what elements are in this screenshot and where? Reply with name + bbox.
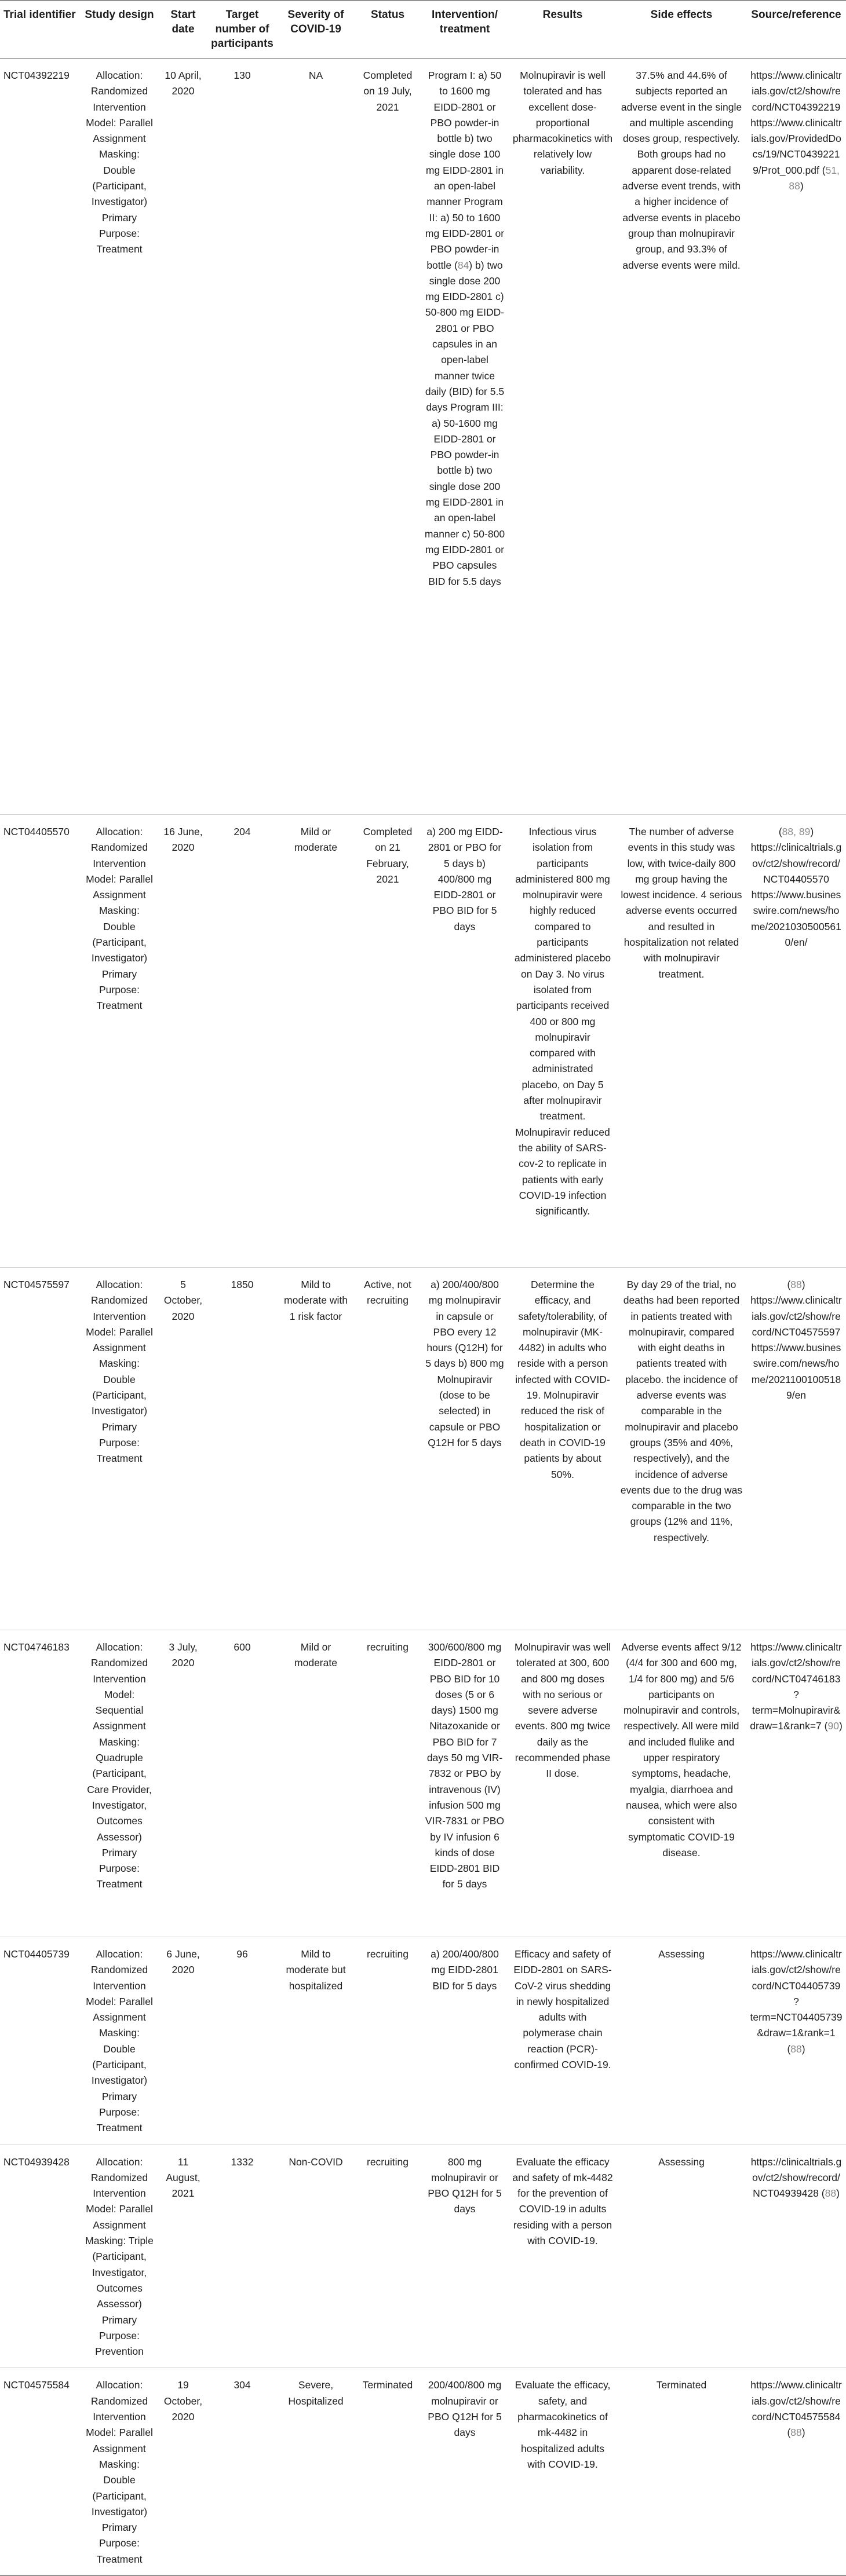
status: Terminated (355, 2368, 421, 2576)
table-row (0, 1937, 846, 2145)
source: https://www.clinicaltrials.gov/ct2/show/record/NCT04746183?term=Molnupiravir&draw=1&rank=7 (90) (746, 1630, 846, 1937)
status: recruiting (355, 1630, 421, 1937)
trial-id: NCT04575597 (0, 1268, 80, 1630)
intervention-text-a: Program I: a) 50 to 1600 mg EIDD-2801 or PBO powder-in bottle b) two single dose 100 mg EIDD-2801 in an open-label manner Program II: a) 50 to 1600 mg EIDD-2801 or PBO powder-in bottle ( (425, 69, 505, 271)
source-ref[interactable]: 88 (825, 2187, 837, 2200)
study-design: Allocation: Randomized Intervention Model: Sequential Assignment Masking: Quadruple (Participant, Care Provider, Investigator, Outcomes Assessor) Primary Purpose: Treatment (80, 1630, 159, 1937)
status: Completed on 19 July, 2021 (355, 58, 421, 815)
start-date: 16 June, 2020 (159, 815, 207, 1268)
header-trial: Trial identifier (0, 1, 80, 58)
source-links[interactable]: https://www.clinicaltrials.gov/ct2/show/record/NCT04575597 https://www.businesswire.com/news/home/20211001005189/en (750, 1294, 842, 1402)
source-ref[interactable]: 88 (790, 2043, 802, 2055)
intervention: 800 mg molnupiravir or PBO Q12H for 5 days (421, 2145, 509, 2368)
source-links[interactable]: https://www.clinicaltrials.gov/ct2/show/record/NCT04405739?term=NCT04405739&draw=1&rank=1 (750, 1948, 843, 2039)
header-start: Start date (159, 1, 207, 58)
severity: Mild to moderate with 1 risk factor (277, 1268, 355, 1630)
results: Efficacy and safety of EIDD-2801 on SARS-CoV-2 virus shedding in newly hospitalized adults with polymerase chain reaction (PCR)-confirmed COVID-19. (509, 1937, 617, 2145)
source-links[interactable]: https://www.clinicaltrials.gov/ct2/show/record/NCT04575584 (750, 2379, 842, 2423)
table-row (0, 1630, 846, 1937)
side-effects: Assessing (617, 1937, 746, 2145)
header-source: Source/reference (746, 1, 846, 58)
side-effects: The number of adverse events in this study was low, with twice-daily 800 mg group having the lowest incidence. 4 serious adverse events occurred and resulted in hospitalization not related with molnupiravir treatment. (617, 815, 746, 1268)
trial-id: NCT04575584 (0, 2368, 80, 2576)
source: https://clinicaltrials.gov/ct2/show/record/NCT04939428 (88) (746, 2145, 846, 2368)
intervention-ref[interactable]: 84 (457, 259, 469, 271)
target-participants: 204 (207, 815, 277, 1268)
results: Evaluate the efficacy, safety, and pharmacokinetics of mk-4482 in hospitalized adults with COVID-19. (509, 2368, 617, 2576)
target-participants: 1332 (207, 2145, 277, 2368)
target-participants: 600 (207, 1630, 277, 1937)
trial-id: NCT04939428 (0, 2145, 80, 2368)
side-effects: Terminated (617, 2368, 746, 2576)
severity: NA (277, 58, 355, 815)
study-design: Allocation: Randomized Intervention Model: Parallel Assignment Masking: Double (Participant, Investigator) Primary Purpose: Treatment (80, 2368, 159, 2576)
header-design: Study design (80, 1, 159, 58)
start-date: 5 October, 2020 (159, 1268, 207, 1630)
header-severity: Severity of COVID-19 (277, 1, 355, 58)
source-ref[interactable]: 88, 89 (782, 826, 811, 837)
source-links[interactable]: https://www.clinicaltrials.gov/ct2/show/record/NCT04746183?term=Molnupiravir&draw=1&rank=7 (750, 1641, 842, 1732)
study-design: Allocation: Randomized Intervention Model: Parallel Assignment Masking: Double (Participant, Investigator) Primary Purpose: Treatment (80, 815, 159, 1268)
results: Determine the efficacy, and safety/tolerability, of molnupiravir (MK-4482) in adults who reside with a person infected with COVID-19. Molnupiravir reduced the risk of hospitalization or death in COVID-19 patients by about 50%. (509, 1268, 617, 1630)
table-header-row (0, 1, 846, 58)
status: recruiting (355, 2145, 421, 2368)
table-row (0, 2145, 846, 2368)
source-ref[interactable]: 90 (827, 1720, 839, 1732)
severity: Mild or moderate (277, 1630, 355, 1937)
study-design: Allocation: Randomized Intervention Model: Parallel Assignment Masking: Double (Participant, Investigator) Primary Purpose: Treatment (80, 1937, 159, 2145)
source-links[interactable]: https://www.clinicaltrials.gov/ct2/show/record/NCT04392219 https://www.clinicaltrials.gov/ProvidedDocs/19/NCT04392219/Prot_000.pdf (750, 69, 842, 176)
trial-id: NCT04392219 (0, 58, 80, 815)
results: Molnupiravir was well tolerated at 300, 600 and 800 mg doses with no serious or severe adverse events. 800 mg twice daily as the recommended phase II dose. (509, 1630, 617, 1937)
intervention: 300/600/800 mg EIDD-2801 or PBO BID for 10 doses (5 or 6 days) 1500 mg Nitazoxanide or PBO BID for 7 days 50 mg VIR-7832 or PBO by intravenous (IV) infusion 500 mg VIR-7831 or PBO by IV infusion 6 kinds of dose EIDD-2801 BID for 5 days (421, 1630, 509, 1937)
start-date: 6 June, 2020 (159, 1937, 207, 2145)
source-ref[interactable]: 88 (790, 1279, 802, 1290)
target-participants: 1850 (207, 1268, 277, 1630)
intervention: a) 200/400/800 mg molnupiravir in capsule or PBO every 12 hours (Q12H) for 5 days b) 800 mg Molnupiravir (dose to be selected) in capsule or PBO Q12H for 5 days (421, 1268, 509, 1630)
intervention (421, 58, 509, 815)
start-date: 10 April, 2020 (159, 58, 207, 815)
header-status: Status (355, 1, 421, 58)
source-links[interactable]: https://clinicaltrials.gov/ct2/show/record/NCT04939428 (750, 2156, 842, 2200)
header-intervention: Intervention/ treatment (421, 1, 509, 58)
table-row (0, 58, 846, 815)
table-row (0, 2368, 846, 2576)
trial-id: NCT04405570 (0, 815, 80, 1268)
results: Evaluate the efficacy and safety of mk-4482 for the prevention of COVID-19 in adults residing with a person with COVID-19. (509, 2145, 617, 2368)
start-date: 11 August, 2021 (159, 2145, 207, 2368)
intervention: 200/400/800 mg molnupiravir or PBO Q12H for 5 days (421, 2368, 509, 2576)
start-date: 3 July, 2020 (159, 1630, 207, 1937)
side-effects: Assessing (617, 2145, 746, 2368)
header-target: Target number of participants (207, 1, 277, 58)
target-participants: 304 (207, 2368, 277, 2576)
header-side-effects: Side effects (617, 1, 746, 58)
results: Molnupiravir is well tolerated and has excellent dose-proportional pharmacokinetics with relatively low variability. (509, 58, 617, 815)
study-design: Allocation: Randomized Intervention Model: Parallel Assignment Masking: Double (Participant, Investigator) Primary Purpose: Treatment (80, 1268, 159, 1630)
table-row (0, 1268, 846, 1630)
intervention: a) 200 mg EIDD-2801 or PBO for 5 days b) 400/800 mg EIDD-2801 or PBO BID for 5 days (421, 815, 509, 1268)
severity: Non-COVID (277, 2145, 355, 2368)
status: Active, not recruiting (355, 1268, 421, 1630)
side-effects: 37.5% and 44.6% of subjects reported an adverse event in the single and multiple ascending doses group, respectively. Both groups had no apparent dose-related adverse event trends, with a higher incidence of adverse events in placebo group than molnupiravir group, and 93.3% of adverse events were mild. (617, 58, 746, 815)
source: https://www.clinicaltrials.gov/ct2/show/record/NCT04575584 (88) (746, 2368, 846, 2576)
header-results: Results (509, 1, 617, 58)
source: (88) https://www.clinicaltrials.gov/ct2/show/record/NCT04575597 https://www.businesswire.com/news/home/20211001005189/en (746, 1268, 846, 1630)
side-effects: Adverse events affect 9/12 (4/4 for 300 and 600 mg, 1/4 for 800 mg) and 5/6 participants on molnupiravir and controls, respectively. All were mild and included flulike and upper respiratory symptoms, headache, myalgia, diarrhoea and nausea, which were also consistent with symptomatic COVID-19 disease. (617, 1630, 746, 1937)
source: https://www.clinicaltrials.gov/ct2/show/record/NCT04405739?term=NCT04405739&draw=1&rank=1 (88) (746, 1937, 846, 2145)
intervention-text-b: ) b) two single dose 200 mg EIDD-2801 c) 50-800 mg EIDD-2801 or PBO capsules in an open-label manner twice daily (BID) for 5.5 days Program III: a) 50-1600 mg EIDD-2801 or PBO powder-in bottle b) two single dose 200 mg EIDD-2801 in an open-label manner c) 50-800 mg EIDD-2801 or PBO capsules BID for 5.5 days (424, 259, 505, 587)
source: (88, 89) https://clinicaltrials.gov/ct2/show/record/NCT04405570 https://www.businesswire.com/news/home/20210305005610/en/ (746, 815, 846, 1268)
trial-id: NCT04746183 (0, 1630, 80, 1937)
source-ref[interactable]: 88 (790, 2427, 802, 2439)
table-row (0, 815, 846, 1268)
status: Completed on 21 February, 2021 (355, 815, 421, 1268)
side-effects: By day 29 of the trial, no deaths had been reported in patients treated with molnupiravir, compared with eight deaths in patients treated with placebo. the incidence of adverse events was comparable in the molnupiravir and placebo groups (35% and 40%, respectively), and the incidence of adverse events due to the drug was comparable in the two groups (12% and 11%, respectively. (617, 1268, 746, 1630)
source-ref[interactable]: 51, 88 (789, 164, 840, 192)
target-participants: 130 (207, 58, 277, 815)
source-links[interactable]: https://clinicaltrials.gov/ct2/show/record/NCT04405570 https://www.businesswire.com/news/home/20210305005610/en/ (750, 841, 842, 949)
source: https://www.clinicaltrials.gov/ct2/show/record/NCT04392219 https://www.clinicaltrials.gov/ProvidedDocs/19/NCT04392219/Prot_000.pdf (51, 88) (746, 58, 846, 815)
severity: Mild to moderate but hospitalized (277, 1937, 355, 2145)
results: Infectious virus isolation from participants administered 800 mg molnupiravir were highly reduced compared to participants administered placebo on Day 3. No virus isolated from participants received 400 or 800 mg molnupiravir compared with administrated placebo, on Day 5 after molnupiravir treatment. Molnupiravir reduced the ability of SARS-cov-2 to replicate in patients with early COVID-19 infection significantly. (509, 815, 617, 1268)
intervention: a) 200/400/800 mg EIDD-2801 BID for 5 days (421, 1937, 509, 2145)
status: recruiting (355, 1937, 421, 2145)
study-design: Allocation: Randomized Intervention Model: Parallel Assignment Masking: Double (Participant, Investigator) Primary Purpose: Treatment (80, 58, 159, 815)
trial-id: NCT04405739 (0, 1937, 80, 2145)
study-design: Allocation: Randomized Intervention Model: Parallel Assignment Masking: Triple (Participant, Investigator, Outcomes Assessor) Primary Purpose: Prevention (80, 2145, 159, 2368)
target-participants: 96 (207, 1937, 277, 2145)
severity: Severe, Hospitalized (277, 2368, 355, 2576)
severity: Mild or moderate (277, 815, 355, 1268)
start-date: 19 October, 2020 (159, 2368, 207, 2576)
